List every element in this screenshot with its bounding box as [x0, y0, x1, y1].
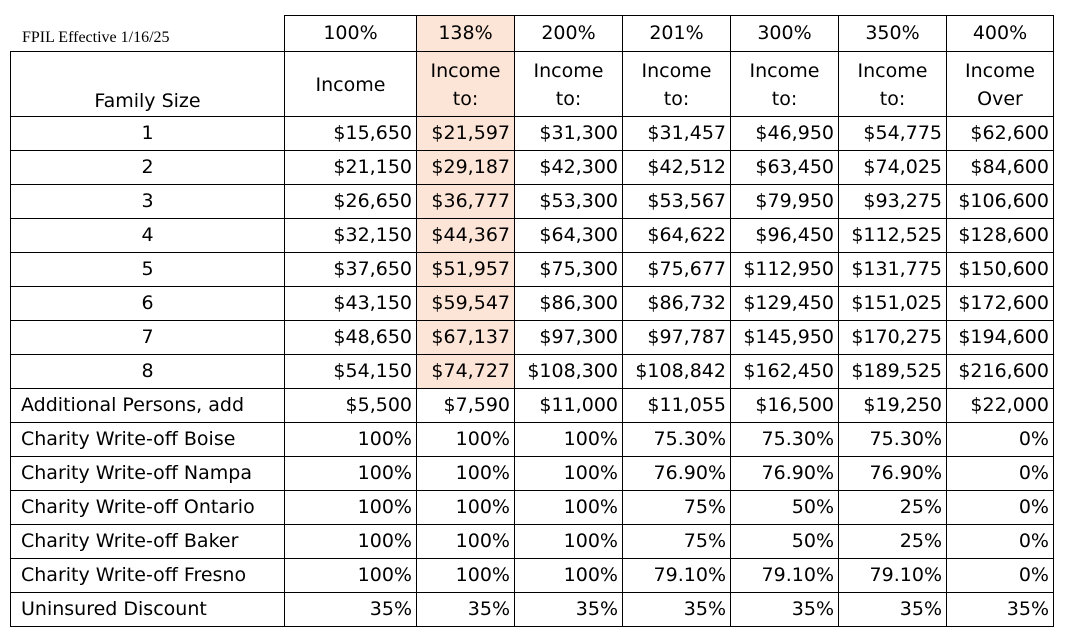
- income-cell: $31,300: [515, 117, 623, 151]
- pct-header: 400%: [947, 16, 1054, 52]
- family-size-cell: 1: [11, 117, 285, 151]
- income-cell: $54,150: [285, 355, 417, 389]
- income-cell: $59,547: [417, 287, 515, 321]
- rule-value: 79.10%: [731, 559, 839, 593]
- corner-cell: [11, 16, 285, 52]
- income-header: [839, 52, 947, 117]
- rule-label: Uninsured Discount: [11, 593, 285, 627]
- rule-value: 100%: [417, 457, 515, 491]
- income-cell: $21,597: [417, 117, 515, 151]
- pct-header: 350%: [839, 16, 947, 52]
- rule-value: 79.10%: [839, 559, 947, 593]
- rule-value: $11,055: [623, 389, 731, 423]
- rule-value: 25%: [839, 491, 947, 525]
- rule-value: 35%: [285, 593, 417, 627]
- income-cell: $42,512: [623, 151, 731, 185]
- rule-value: $7,590: [417, 389, 515, 423]
- income-cell: $37,650: [285, 253, 417, 287]
- rule-label: Additional Persons, add: [11, 389, 285, 423]
- pct-header: 100%: [285, 16, 417, 52]
- income-cell: $43,150: [285, 287, 417, 321]
- rule-value: 35%: [839, 593, 947, 627]
- rule-value: 75.30%: [623, 423, 731, 457]
- income-header-line2: Over: [977, 88, 1023, 110]
- rule-value: 100%: [515, 491, 623, 525]
- income-cell: $64,622: [623, 219, 731, 253]
- rule-value: 100%: [515, 559, 623, 593]
- income-cell: $170,275: [839, 321, 947, 355]
- family-size-row: [11, 253, 1054, 287]
- income-cell: $129,450: [731, 287, 839, 321]
- rule-row: [11, 593, 1054, 627]
- family-size-cell: 3: [11, 185, 285, 219]
- rule-value: 100%: [285, 559, 417, 593]
- income-header-line2: to:: [879, 88, 906, 110]
- family-size-row: [11, 117, 1054, 151]
- income-header-line1: Income: [641, 60, 712, 82]
- income-header: [947, 52, 1054, 117]
- income-cell: $112,525: [839, 219, 947, 253]
- income-cell: $26,650: [285, 185, 417, 219]
- rule-value: 35%: [947, 593, 1054, 627]
- rule-value: 75%: [623, 525, 731, 559]
- rule-value: 0%: [947, 423, 1054, 457]
- rule-value: $11,000: [515, 389, 623, 423]
- rule-value: 75%: [623, 491, 731, 525]
- rule-value: 76.90%: [731, 457, 839, 491]
- rule-value: 100%: [417, 423, 515, 457]
- income-cell: $48,650: [285, 321, 417, 355]
- income-header: [623, 52, 731, 117]
- rule-value: 76.90%: [839, 457, 947, 491]
- income-header-line2: to:: [771, 88, 798, 110]
- income-header-line2: to:: [452, 88, 479, 110]
- effective-date-note: FPIL Effective 1/16/25: [22, 29, 170, 46]
- rule-value: 100%: [417, 525, 515, 559]
- income-cell: $131,775: [839, 253, 947, 287]
- rule-row: [11, 457, 1054, 491]
- income-cell: $31,457: [623, 117, 731, 151]
- rule-value: 100%: [515, 423, 623, 457]
- family-size-cell: 8: [11, 355, 285, 389]
- rule-value: 50%: [731, 491, 839, 525]
- income-cell: $64,300: [515, 219, 623, 253]
- rule-value: $19,250: [839, 389, 947, 423]
- family-size-row: [11, 287, 1054, 321]
- income-cell: $86,732: [623, 287, 731, 321]
- family-size-cell: 2: [11, 151, 285, 185]
- income-cell: $74,025: [839, 151, 947, 185]
- income-cell: $97,300: [515, 321, 623, 355]
- income-cell: $108,842: [623, 355, 731, 389]
- income-cell: $128,600: [947, 219, 1054, 253]
- income-cell: $51,957: [417, 253, 515, 287]
- income-cell: $75,300: [515, 253, 623, 287]
- family-size-row: [11, 185, 1054, 219]
- rule-value: 25%: [839, 525, 947, 559]
- income-cell: $74,727: [417, 355, 515, 389]
- rule-value: 35%: [623, 593, 731, 627]
- pct-header: 200%: [515, 16, 623, 52]
- income-cell: $86,300: [515, 287, 623, 321]
- income-header-line1: Income: [533, 60, 604, 82]
- income-cell: $93,275: [839, 185, 947, 219]
- rule-value: 0%: [947, 457, 1054, 491]
- rule-label: Charity Write-off Nampa: [11, 457, 285, 491]
- rule-value: 100%: [515, 525, 623, 559]
- rule-row: [11, 559, 1054, 593]
- income-cell: $32,150: [285, 219, 417, 253]
- rule-value: 0%: [947, 525, 1054, 559]
- income-cell: $97,787: [623, 321, 731, 355]
- income-cell: $189,525: [839, 355, 947, 389]
- rule-value: 100%: [285, 525, 417, 559]
- rule-value: 0%: [947, 559, 1054, 593]
- rule-value: 100%: [417, 559, 515, 593]
- income-cell: $194,600: [947, 321, 1054, 355]
- income-header-line1: Income: [315, 74, 386, 96]
- family-size-cell: 7: [11, 321, 285, 355]
- income-cell: $36,777: [417, 185, 515, 219]
- rule-value: 35%: [417, 593, 515, 627]
- income-cell: $67,137: [417, 321, 515, 355]
- family-size-header: Family Size: [11, 52, 285, 117]
- pct-header: 138%: [417, 16, 515, 52]
- income-header: [417, 52, 515, 117]
- income-cell: $29,187: [417, 151, 515, 185]
- income-cell: $54,775: [839, 117, 947, 151]
- income-cell: $21,150: [285, 151, 417, 185]
- family-size-cell: 5: [11, 253, 285, 287]
- rule-row: [11, 491, 1054, 525]
- rule-label: Charity Write-off Baker: [11, 525, 285, 559]
- income-cell: $79,950: [731, 185, 839, 219]
- income-cell: $53,300: [515, 185, 623, 219]
- pct-header: 300%: [731, 16, 839, 52]
- rule-value: $16,500: [731, 389, 839, 423]
- rule-value: $22,000: [947, 389, 1054, 423]
- income-cell: $108,300: [515, 355, 623, 389]
- family-size-cell: 6: [11, 287, 285, 321]
- rule-row: [11, 525, 1054, 559]
- income-cell: $112,950: [731, 253, 839, 287]
- income-header-line1: Income: [430, 60, 501, 82]
- rule-value: 75.30%: [731, 423, 839, 457]
- rule-value: 76.90%: [623, 457, 731, 491]
- rule-value: 100%: [285, 491, 417, 525]
- rule-value: 100%: [285, 457, 417, 491]
- income-cell: $42,300: [515, 151, 623, 185]
- income-cell: $63,450: [731, 151, 839, 185]
- income-cell: $216,600: [947, 355, 1054, 389]
- income-cell: $84,600: [947, 151, 1054, 185]
- rule-value: 35%: [731, 593, 839, 627]
- fpil-table: [10, 15, 1054, 627]
- income-header-line2: to:: [555, 88, 582, 110]
- family-size-row: [11, 219, 1054, 253]
- rule-label: Charity Write-off Fresno: [11, 559, 285, 593]
- income-header: [731, 52, 839, 117]
- family-size-row: [11, 151, 1054, 185]
- rule-value: $5,500: [285, 389, 417, 423]
- income-cell: $96,450: [731, 219, 839, 253]
- rule-value: 50%: [731, 525, 839, 559]
- income-header-line2: to:: [663, 88, 690, 110]
- rule-value: 100%: [285, 423, 417, 457]
- rule-value: 79.10%: [623, 559, 731, 593]
- income-header: [285, 52, 417, 117]
- income-cell: $62,600: [947, 117, 1054, 151]
- rule-value: 100%: [417, 491, 515, 525]
- income-cell: $106,600: [947, 185, 1054, 219]
- rule-label: Charity Write-off Ontario: [11, 491, 285, 525]
- rule-label: Charity Write-off Boise: [11, 423, 285, 457]
- rule-value: 35%: [515, 593, 623, 627]
- income-cell: $145,950: [731, 321, 839, 355]
- income-header: [515, 52, 623, 117]
- rule-value: 100%: [515, 457, 623, 491]
- rule-value: 75.30%: [839, 423, 947, 457]
- income-cell: $46,950: [731, 117, 839, 151]
- family-size-cell: 4: [11, 219, 285, 253]
- pct-header: 201%: [623, 16, 731, 52]
- income-cell: $53,567: [623, 185, 731, 219]
- rule-row: [11, 423, 1054, 457]
- income-cell: $150,600: [947, 253, 1054, 287]
- income-header-line1: Income: [857, 60, 928, 82]
- rule-row: [11, 389, 1054, 423]
- income-cell: $75,677: [623, 253, 731, 287]
- rule-value: 0%: [947, 491, 1054, 525]
- income-cell: $151,025: [839, 287, 947, 321]
- income-cell: $162,450: [731, 355, 839, 389]
- family-size-row: [11, 321, 1054, 355]
- family-size-row: [11, 355, 1054, 389]
- income-cell: $172,600: [947, 287, 1054, 321]
- income-header-line1: Income: [965, 60, 1035, 82]
- income-cell: $44,367: [417, 219, 515, 253]
- income-header-line1: Income: [749, 60, 820, 82]
- income-cell: $15,650: [285, 117, 417, 151]
